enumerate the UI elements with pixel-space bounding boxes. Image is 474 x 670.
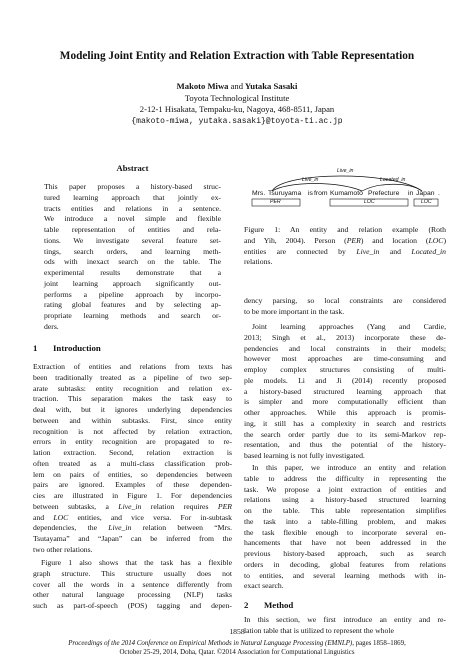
caption-line [244,247,446,258]
abstract-line: tracts entities and relations in a sentence. [44,203,221,213]
address: 2-12-1 Hisakata, Tempaku-ku, Nagoya, 468-8511, Japan [139,104,335,114]
text-line: In this paper, we introduce an entity and relation [252,463,446,472]
text-line [33,523,232,534]
text-line: exact search. [244,581,284,591]
paper-title: Modeling Joint Entity and Relation Extraction with Table Representation [59,50,415,62]
text-line: orders in decoding, global features from relations [244,559,446,569]
text-line: errors in entity recognition are propagated to re- [33,437,232,447]
text-line: the task into a table-filling problem, and makes [244,516,446,526]
proceedings-line-1 [20,640,454,649]
abstract-line: tions. We investigate several feature set- [44,235,221,245]
entity-label: PER [270,199,281,205]
abstract-line: tured learning approach that jointly ex- [44,192,221,202]
relation-term: Live_in [118,501,142,511]
text-line: In this section, we first introduce an entity and re- [244,615,446,624]
token: . [438,190,440,197]
entity-term: PER [217,501,232,511]
relation-label: Live_in [337,168,354,174]
entity-term: LOC [428,235,444,245]
token: Kumamoto [330,190,363,197]
text-line: the task flexible enough to incorporate several en- [244,527,446,537]
text-line: Extraction of entities and relations from texts has [33,362,232,371]
entity-label: LOC [421,199,432,205]
text-line: previous history-based approach, such as search [244,549,446,558]
text-line: table to address the difficulty in representing the [244,473,446,483]
caption-line: Figure 1: An entity and relation example (Roth [244,225,446,234]
text-fragment: and Yih, 2004). Person ( [244,235,347,245]
author-block [40,81,434,127]
abstract-line: ods with inexact search on the table. The [44,257,221,267]
text-fragment: relation requires [141,501,218,511]
text-line: Tsutayama” and “Japan” can be inferred from the [33,534,232,543]
text-line: Figure 1 also shows that the task has a flexible [41,558,232,567]
entity-label: LOC [364,199,375,205]
text-fragment: and [379,246,412,256]
author-1: Makoto Miwa [176,81,229,91]
token: Tsuruyama [268,190,302,197]
author-and: and [230,81,244,91]
text-line: relations using a history-based structured learning [244,495,446,505]
text-line: ing, it still has a complexity in search and restricts [244,418,446,428]
abstract-body [44,182,221,333]
text-line [33,502,232,513]
text-line: deal with, but it ignores underlying dependencies [33,405,232,414]
figure-1 [244,168,446,220]
text-line: two other relations. [33,544,93,554]
text-fragment: entities are connected by [244,246,357,256]
section-1-heading [33,343,101,353]
section-2-heading [244,600,293,610]
abstract-line: This paper proposes a history-based struc- [44,182,221,191]
text-line: 2013; Singh et al., 2013) incorporate these de- [244,332,446,342]
text-fragment: ) and location ( [360,235,429,245]
text-line: lem on pairs of entities, so dependencies between [33,469,232,479]
text-fragment: ) [443,235,447,245]
intro-paragraph-1 [33,362,232,556]
page-number: 1858 [229,627,245,636]
abstract-line: tings, search orders, and learning meth- [44,246,221,256]
text-line: to entities, and several learning methods with in- [244,570,446,580]
text-line: recognition is not affected by relation extraction, [33,426,232,436]
token: Mrs. [252,190,266,197]
text-line: often treated as a multi-class classification prob- [33,458,232,468]
token: Prefecture [368,190,400,197]
token: in [408,190,414,197]
abstract-line: rating global features and by selecting ap- [44,300,221,310]
relation-label: Located_in [380,177,406,183]
text-line [33,513,232,524]
text-line: such as part-of-speech (POS) tagging and depen- [33,601,232,610]
entity-term: LOC [53,512,69,522]
text-line: between and within subtasks. First, since entity [33,415,232,425]
text-line: ple models. Li and Ji (2014) recently proposed [244,375,446,385]
text-line: is simpler and more computationally efficient than [244,397,446,407]
email: {makoto-miwa, yutaka.sasaki}@toyota-ti.ac.jp [131,116,343,126]
abstract-line: ders. [44,321,59,331]
proceedings-pages: , pages 1858–1869, [352,640,406,647]
abstract-line: table representation of entities and rela- [44,225,221,234]
entity-term: PER [346,235,361,245]
section-2-number: 2 [244,600,249,610]
text-line: task. We propose a joint extraction of entities and [244,484,446,494]
text-line: Joint learning approaches (Yang and Cardie, [252,322,446,331]
text-line: resentation, and thus the potential of the history- [244,440,446,450]
text-line: on the table. This table representation simplifies [244,506,446,515]
text-fragment: and [33,512,54,522]
text-line: other natural language processing (NLP) tasks [33,590,232,600]
text-line: arate subtasks: entity recognition and relation ex- [33,383,232,393]
intro-paragraph-2 [33,558,232,612]
section-1-number: 1 [33,343,38,353]
text-line: based learning is not fully investigated. [244,451,365,460]
text-line: employ complex structures consisting of multi- [244,365,446,374]
text-fragment: relation between “Mrs. [131,523,232,533]
text-fragment: entities, and vice versa. For in-subtask [68,512,232,522]
text-line: lation table that is utilized to represent the whole [244,625,394,635]
token: is [308,190,313,197]
text-line: pendencies and local constraints in their models; [244,343,446,353]
abstract-line: joint learning approach significantly out- [44,278,221,288]
caption-line [244,236,446,247]
text-fragment: between subtasks, a [33,501,119,511]
text-line: cies are illustrated in Figure 1. For dependencies [33,491,232,500]
text-line: a history-based structured learning approach that [244,386,446,396]
right-paragraph-2 [244,322,446,462]
text-line: graph structure. This structure usually does not [33,568,232,578]
relation-term: Live_in [356,246,380,256]
token: from [314,190,328,197]
right-paragraph-1 [244,296,446,318]
caption-line: relations. [244,257,273,267]
text-line: however most approaches are time-consuming and [244,354,446,364]
abstract-line: propriate learning methods and search or- [44,311,221,320]
text-line: dency parsing, so local constraints are considered [244,296,446,305]
author-names [40,81,434,93]
text-line: traction. This separation makes the task easy to [33,394,232,404]
section-1-title: Introduction [53,343,101,353]
text-line: cover all the words in a sentence differently from [33,579,232,589]
right-paragraph-3 [244,463,446,592]
proceedings-line-2: October 25-29, 2014, Doha, Qatar. ©2014 Association for Computational Linguistics [119,648,355,656]
abstract-line: We introduce a novel simple and flexible [44,214,221,224]
relation-term: Live_in [108,523,132,533]
text-line: to be more important in the task. [244,306,345,316]
text-line: other approaches. While this approach is promis- [244,408,446,417]
affiliation: Toyota Technological Institute [184,92,290,103]
proceedings-venue: Proceedings of the 2014 Conference on Empirical Methods in Natural Language Processing (EMNLP) [68,640,353,647]
text-line: lation extraction. Second, relation extraction is [33,448,232,457]
abstract-line: performs a pipeline approach by incorpo- [44,289,221,299]
text-line: pairs are ignored. Examples of these dependen- [33,480,232,490]
relation-term: Located_in [411,246,447,256]
proceedings-footer [20,640,454,657]
relation-label: Live_in [302,177,319,183]
text-fragment: dependencies, the [33,523,109,533]
abstract-heading: Abstract [116,163,149,173]
token: Japan [416,190,435,197]
author-2: Yutaka Sasaki [244,81,298,91]
section-2-title: Method [264,600,294,610]
text-line: hancements that have not been addressed in the [244,538,446,548]
figure-1-caption [244,225,446,268]
text-line: been traditionally treated as a pipeline of two sep- [33,372,232,382]
text-line: the search order partly due to its semi-Markov rep- [244,429,446,439]
abstract-line: experimental results demonstrate that a [44,268,221,277]
